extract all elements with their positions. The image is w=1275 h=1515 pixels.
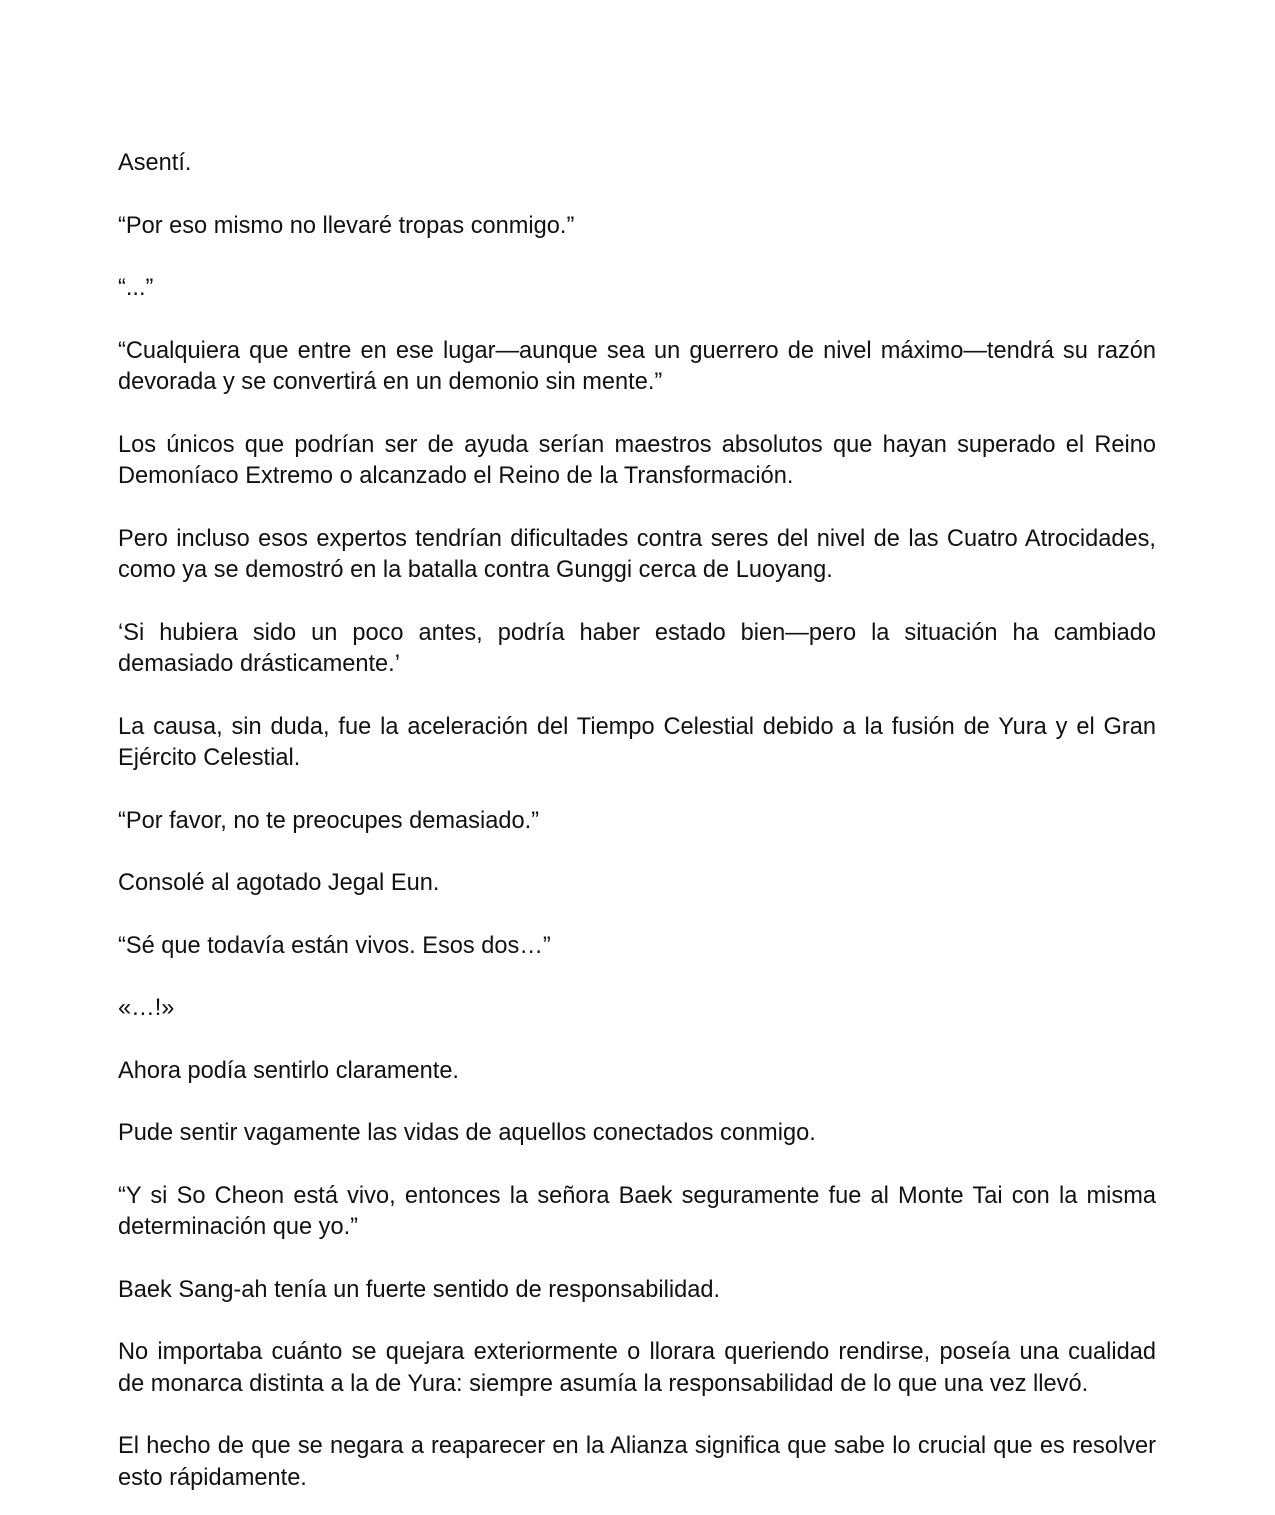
paragraph: El hecho de que se negara a reaparecer en la Alianza significa que sabe lo crucial que es resolver esto rápidamente. <box>118 1433 1156 1491</box>
paragraph: Baek Sang-ah tenía un fuerte sentido de responsabilidad. <box>118 1276 721 1303</box>
paragraph: “Cualquiera que entre en ese lugar—aunque sea un guerrero de nivel máximo—tendrá su razón devorada y se convertirá en un demonio sin mente.” <box>118 337 1156 395</box>
document-body <box>118 148 1156 1515</box>
paragraph: “Sé que todavía están vivos. Esos dos…” <box>118 932 551 959</box>
paragraph: La causa, sin duda, fue la aceleración del Tiempo Celestial debido a la fusión de Yura y el Gran Ejército Celestial. <box>118 713 1156 771</box>
paragraph: “Por eso mismo no llevaré tropas conmigo.” <box>118 212 575 239</box>
paragraph: “...” <box>118 275 154 301</box>
paragraph: “Por favor, no te preocupes demasiado.” <box>118 807 539 834</box>
paragraph: Ahora podía sentirlo claramente. <box>118 1057 459 1084</box>
paragraph: Los únicos que podrían ser de ayuda serían maestros absolutos que hayan superado el Reino Demoníaco Extremo o alcanzado el Reino de la Transformación. <box>118 431 1156 489</box>
paragraph: Pude sentir vagamente las vidas de aquellos conectados conmigo. <box>118 1120 816 1146</box>
paragraph: No importaba cuánto se quejara exteriormente o llorara queriendo rendirse, poseía una cualidad de monarca distinta a la de Yura: siempre asumía la responsabilidad de lo que una vez llevó. <box>118 1339 1156 1397</box>
paragraph: Asentí. <box>118 150 192 176</box>
paragraph: “Y si So Cheon está vivo, entonces la señora Baek seguramente fue al Monte Tai con la misma determinación que yo.” <box>118 1182 1156 1240</box>
paragraph: Consolé al agotado Jegal Eun. <box>118 870 440 896</box>
paragraph: «…!» <box>118 995 175 1021</box>
paragraph: Pero incluso esos expertos tendrían dificultades contra seres del nivel de las Cuatro Atrocidades, como ya se demostró en la batalla contra Gunggi cerca de Luoyang. <box>118 525 1156 583</box>
paragraph: ‘Si hubiera sido un poco antes, podría haber estado bien—pero la situación ha cambiado demasiado drásticamente.’ <box>118 619 1156 677</box>
